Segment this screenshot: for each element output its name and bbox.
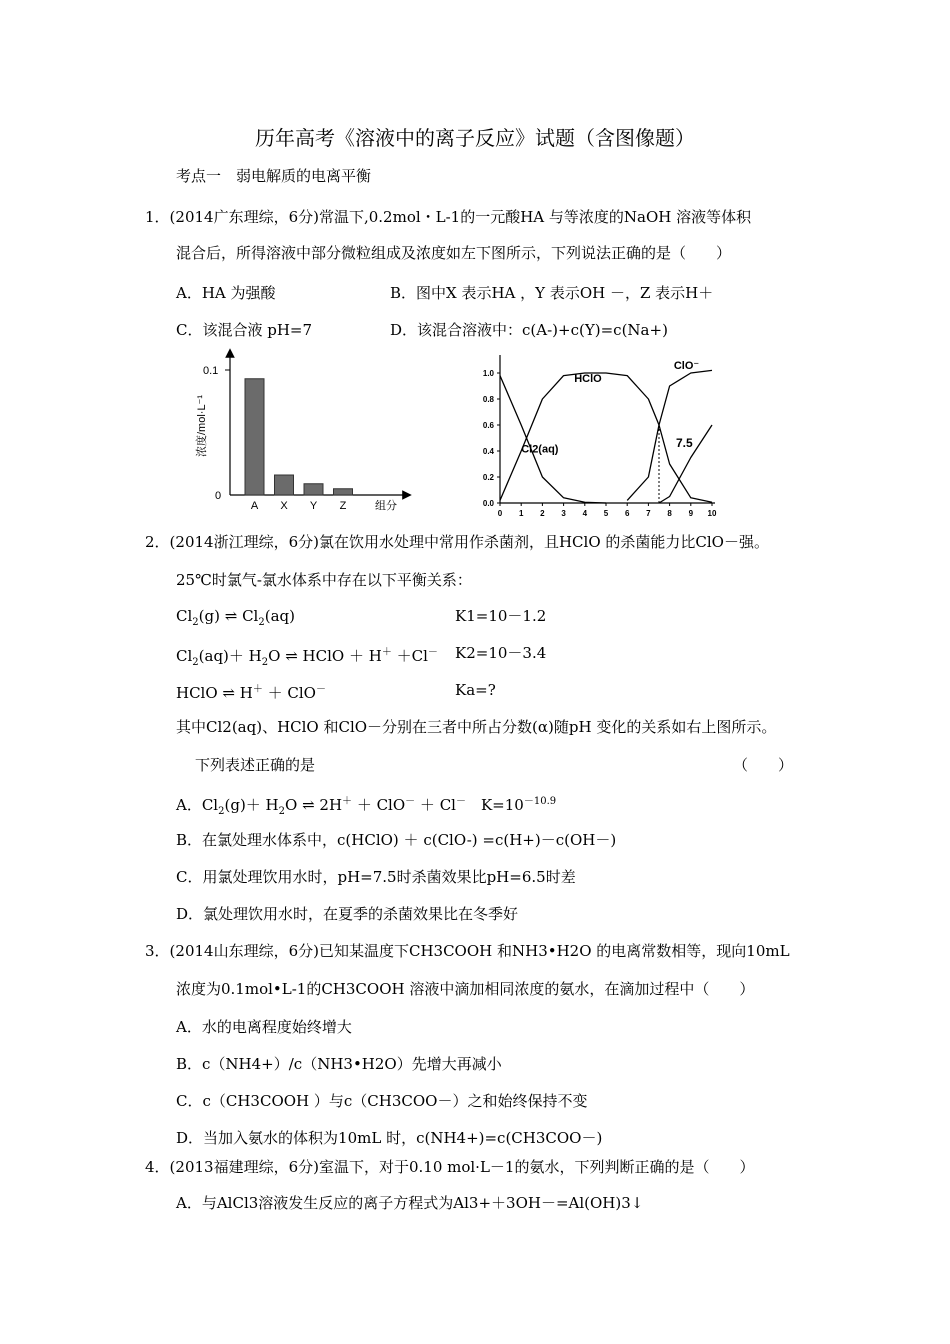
bar-chart — [185, 345, 425, 525]
q1-option-b: B．图中X 表示HA ，Y 表示OH －，Z 表示H＋ — [390, 284, 714, 302]
y-tick-label-0.6: 0.6 — [482, 421, 494, 430]
label-hclo: HClO — [574, 373, 602, 386]
bar-X — [275, 475, 294, 495]
equilibrium-1: $Cl_2(g)$ ⇌ $Cl_2(aq)$ — [176, 607, 295, 628]
ka-value: Ka=? — [455, 681, 496, 699]
x-tick-label-8: 8 — [667, 509, 672, 518]
q4-stem-line1: 4．(2013福建理综，6分)室温下，对于0.10 mol·L－1的氨水，下列判断正确的是（ ） — [145, 1158, 755, 1176]
q2-option-a: A．$Cl_2(g)+ H_2O$ ⇌ 2H＋ ＋ ClO－ ＋ Cl－ $K=10^{-10.9}$ — [176, 796, 557, 817]
q1-option-c: C．该混合液 pH=7 — [176, 321, 313, 339]
x-tick-label-5: 5 — [603, 509, 609, 518]
q3-option-d: D．当加入氨水的体积为10mL 时，c(NH4+)=c(CH3COO－) — [176, 1129, 603, 1147]
x-tick-label-2: 2 — [540, 509, 545, 518]
q3-option-b: B．c（NH4+）/c（NH3•H2O）先增大再减小 — [176, 1055, 502, 1073]
q3-option-c: C．c（CH3COOH ）与c（CH3COO－）之和始终保持不变 — [176, 1092, 588, 1110]
q2-option-d: D．氯处理饮用水时，在夏季的杀菌效果比在冬季好 — [176, 905, 519, 923]
q2-option-b: B．在氯处理水体系中，c(HClO) ＋ c(ClO-) =c(H+)－c(OH－) — [176, 831, 617, 849]
page-title: 历年高考《溶液中的离子反应》试题（含图像题） — [255, 126, 695, 150]
y-tick-label-0.8: 0.8 — [482, 395, 494, 404]
q3-stem-line2: 浓度为0.1mol•L-1的CH3COOH 溶液中滴加相同浓度的氨水，在滴加过程中（ ） — [176, 980, 755, 998]
q1-option-a: A．HA 为强酸 — [176, 284, 276, 302]
y-tick-label-0.2: 0.2 — [482, 473, 494, 482]
line-chart — [465, 345, 730, 525]
q2-prompt: 下列表述正确的是 — [195, 756, 316, 774]
label-cl2aq: Cl2(aq) — [521, 443, 559, 456]
bar-A — [245, 379, 264, 495]
bar-label-X: X — [280, 500, 288, 512]
y-tick-label-0.0: 0.0 — [482, 499, 494, 508]
bar-y-label: 浓度/mol·L⁻¹ — [196, 394, 208, 457]
y-tick-label-0.4: 0.4 — [482, 447, 494, 456]
x-tick-label-0: 0 — [497, 509, 503, 518]
equilibrium-3: HClO ⇌ H＋ ＋ ClO－ — [176, 684, 326, 702]
bar-x-label: 组分 — [375, 500, 397, 512]
bar-label-Z: Z — [339, 500, 347, 512]
bar-Y — [304, 484, 323, 495]
q2-stem-line1: 2．(2014浙江理综，6分)氯在饮用水处理中常用作杀菌剂，且HClO 的杀菌能力比ClO－强。 — [145, 533, 769, 551]
series-line-1 — [500, 376, 606, 503]
y-tick-label-1.0: 1.0 — [482, 369, 494, 378]
q2-answer-paren: （ ） — [733, 756, 794, 774]
q4-option-a: A．与AlCl3溶液发生反应的离子方程式为Al3+＋3OH－=Al(OH)3↓ — [176, 1194, 644, 1212]
x-tick-label-7: 7 — [646, 509, 651, 518]
q3-stem-line1: 3．(2014山东理综，6分)已知某温度下CH3COOH 和NH3•H2O 的电离常数相等，现向10mL — [145, 942, 790, 960]
label-clo: ClO⁻ — [673, 360, 700, 373]
bar-ytick-zero: 0 — [215, 490, 222, 502]
x-tick-label-10: 10 — [707, 509, 717, 518]
q2-description: 其中Cl2(aq)、HClO 和ClO－分别在三者中所占分数(α)随pH 变化的关系如右上图所示。 — [176, 718, 777, 736]
section-heading: 考点一 弱电解质的电离平衡 — [176, 167, 372, 185]
q2-option-c: C．用氯处理饮用水时，pH=7.5时杀菌效果比pH=6.5时差 — [176, 868, 576, 886]
q1-stem-line2: 混合后，所得溶液中部分微粒组成及浓度如左下图所示，下列说法正确的是（ ） — [176, 244, 732, 262]
bar-label-A: A — [250, 500, 259, 512]
bar-label-Y: Y — [309, 500, 318, 512]
x-tick-label-3: 3 — [561, 509, 566, 518]
equilibrium-2: $Cl_2(aq)+ H_2O$ ⇌ HClO ＋ H＋ ＋Cl－ — [176, 647, 438, 668]
bar-ytick-top: 0.1 — [203, 365, 219, 377]
q2-stem-line2: 25℃时氯气-氯水体系中存在以下平衡关系： — [176, 571, 472, 589]
label-7-5: 7.5 — [675, 436, 693, 451]
bar-Z — [334, 489, 353, 495]
x-tick-label-4: 4 — [582, 509, 588, 518]
q1-stem-line1: 1．(2014广东理综，6分)常温下,0.2mol・L-1的一元酸HA 与等浓度的NaOH 溶液等体积 — [145, 208, 752, 226]
q1-option-d: D．该混合溶液中：c(A-)+c(Y)=c(Na+) — [390, 321, 668, 339]
x-tick-label-1: 1 — [518, 509, 524, 518]
x-tick-label-6: 6 — [624, 509, 630, 518]
k2-value: K2=10－3.4 — [455, 644, 547, 662]
k1-value: K1=10－1.2 — [455, 607, 547, 625]
q3-option-a: A．水的电离程度始终增大 — [176, 1018, 352, 1036]
x-tick-label-9: 9 — [688, 509, 694, 518]
